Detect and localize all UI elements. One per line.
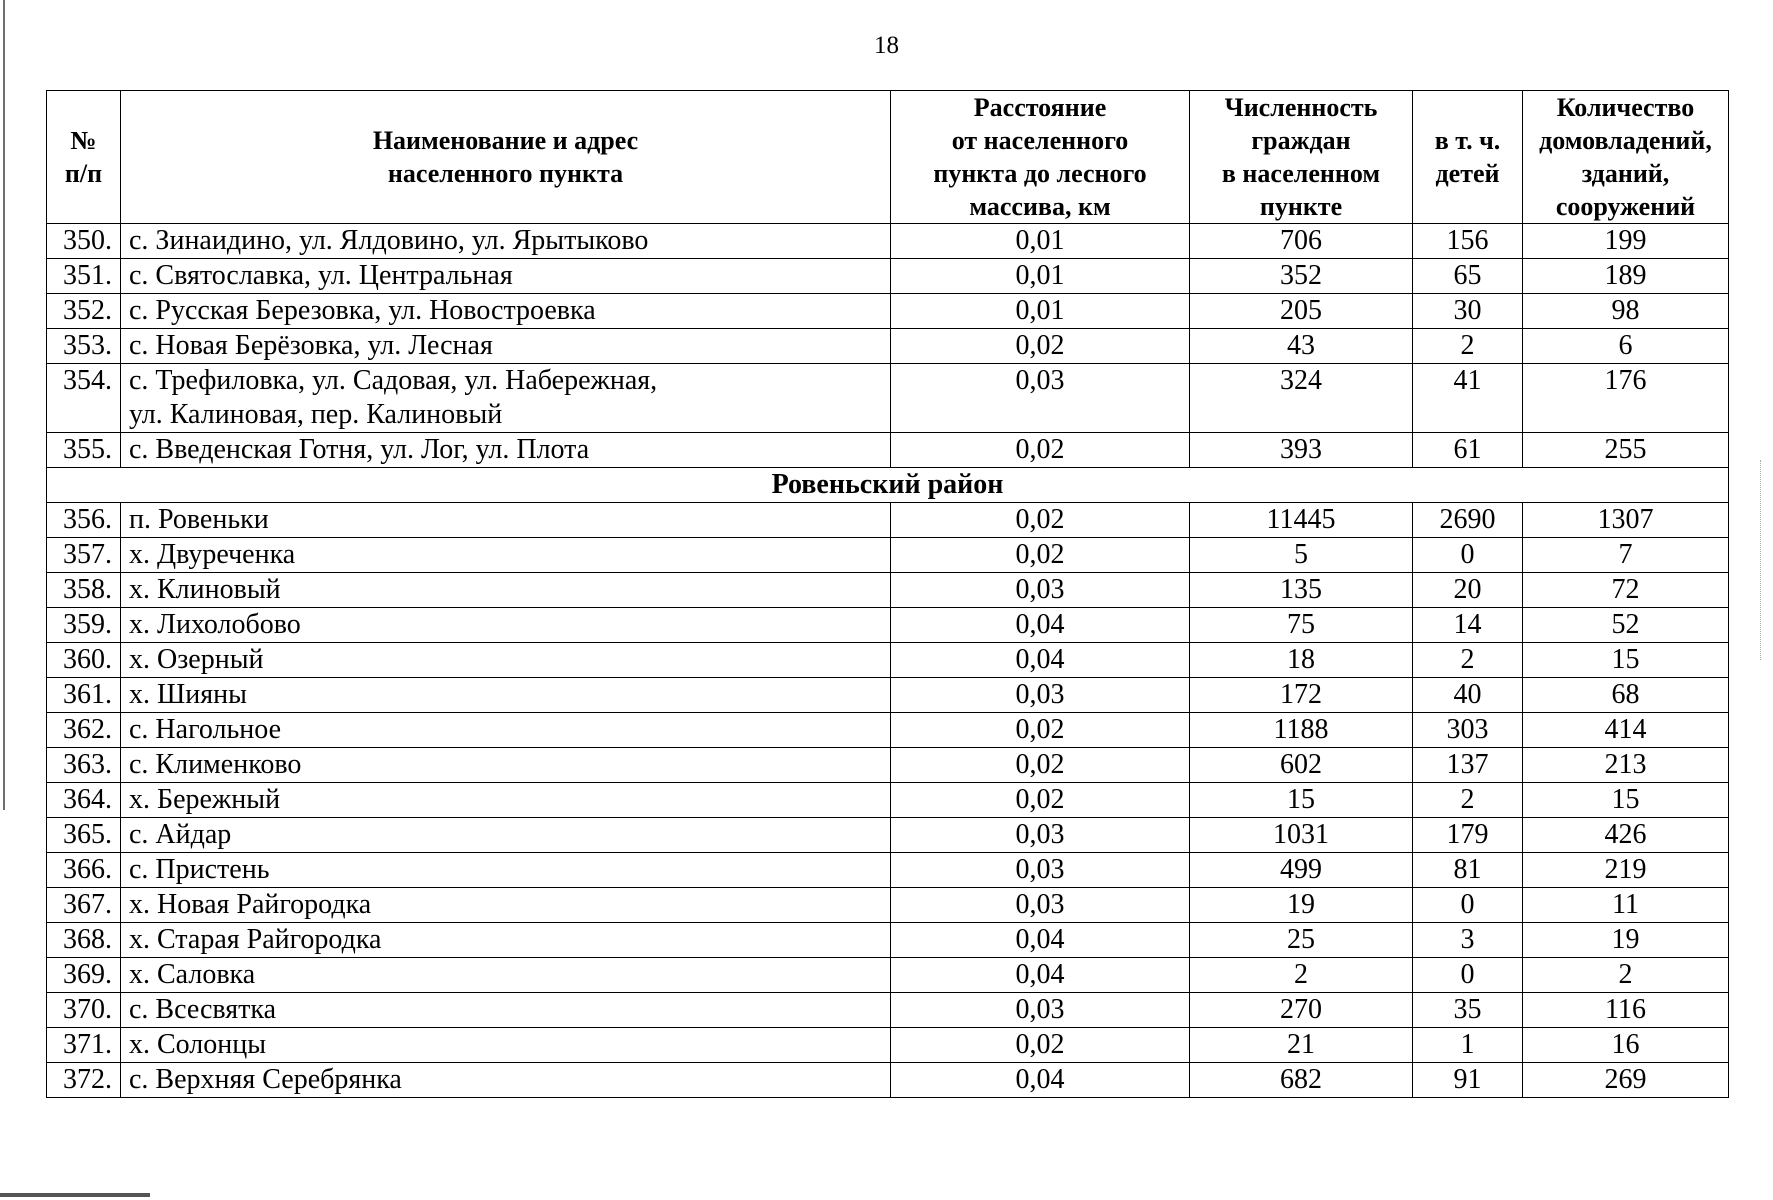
cell-name: с. Пристень [121, 853, 891, 888]
cell-children: 61 [1413, 433, 1523, 468]
cell-num: 360. [47, 643, 121, 678]
cell-children: 65 [1413, 259, 1523, 294]
cell-population: 270 [1190, 993, 1413, 1028]
cell-children: 1 [1413, 1028, 1523, 1063]
cell-buildings: 426 [1523, 818, 1729, 853]
cell-num: 350. [47, 224, 121, 259]
cell-distance: 0,02 [891, 503, 1190, 538]
cell-children: 30 [1413, 294, 1523, 329]
cell-population: 324 [1190, 364, 1413, 433]
cell-distance: 0,04 [891, 958, 1190, 993]
cell-population: 393 [1190, 433, 1413, 468]
cell-num: 369. [47, 958, 121, 993]
cell-distance: 0,04 [891, 923, 1190, 958]
cell-name: х. Лихолобово [121, 608, 891, 643]
table-row [47, 643, 1729, 678]
table-row [47, 329, 1729, 364]
cell-children: 14 [1413, 608, 1523, 643]
cell-population: 18 [1190, 643, 1413, 678]
cell-num: 356. [47, 503, 121, 538]
cell-name: с. Верхняя Серебрянка [121, 1063, 891, 1098]
cell-num: 359. [47, 608, 121, 643]
table-row [47, 538, 1729, 573]
cell-buildings: 6 [1523, 329, 1729, 364]
table-row [47, 958, 1729, 993]
cell-population: 602 [1190, 748, 1413, 783]
cell-num: 371. [47, 1028, 121, 1063]
table-row [47, 853, 1729, 888]
cell-buildings: 176 [1523, 364, 1729, 433]
cell-distance: 0,04 [891, 1063, 1190, 1098]
cell-buildings: 19 [1523, 923, 1729, 958]
cell-population: 1188 [1190, 713, 1413, 748]
scan-left-edge-line [3, 0, 5, 810]
table-header [47, 91, 1729, 224]
cell-buildings: 116 [1523, 993, 1729, 1028]
cell-distance: 0,02 [891, 713, 1190, 748]
table-row [47, 923, 1729, 958]
settlements-table-container [46, 90, 1728, 1098]
cell-name: х. Озерный [121, 643, 891, 678]
cell-name: х. Бережный [121, 783, 891, 818]
cell-num: 358. [47, 573, 121, 608]
cell-distance: 0,03 [891, 888, 1190, 923]
cell-children: 156 [1413, 224, 1523, 259]
scan-bottom-edge-mark [0, 1193, 150, 1197]
cell-children: 41 [1413, 364, 1523, 433]
cell-buildings: 213 [1523, 748, 1729, 783]
cell-children: 137 [1413, 748, 1523, 783]
cell-buildings: 414 [1523, 713, 1729, 748]
cell-children: 179 [1413, 818, 1523, 853]
cell-distance: 0,02 [891, 433, 1190, 468]
cell-num: 370. [47, 993, 121, 1028]
cell-name: с. Клименково [121, 748, 891, 783]
cell-population: 21 [1190, 1028, 1413, 1063]
cell-num: 368. [47, 923, 121, 958]
cell-name: с. Всесвятка [121, 993, 891, 1028]
table-body [47, 224, 1729, 1098]
cell-population: 5 [1190, 538, 1413, 573]
cell-name: п. Ровеньки [121, 503, 891, 538]
table-row [47, 748, 1729, 783]
cell-num: 364. [47, 783, 121, 818]
table-row [47, 224, 1729, 259]
scan-noise-specks [1760, 460, 1769, 660]
cell-distance: 0,02 [891, 538, 1190, 573]
cell-population: 15 [1190, 783, 1413, 818]
cell-distance: 0,03 [891, 573, 1190, 608]
cell-buildings: 98 [1523, 294, 1729, 329]
table-row [47, 1028, 1729, 1063]
cell-num: 367. [47, 888, 121, 923]
table-row [47, 364, 1729, 433]
section-title: Ровеньский район [47, 468, 1729, 503]
cell-num: 351. [47, 259, 121, 294]
cell-name: х. Старая Райгородка [121, 923, 891, 958]
cell-buildings: 2 [1523, 958, 1729, 993]
header-num: № п/п [47, 91, 121, 224]
cell-num: 354. [47, 364, 121, 433]
cell-name: х. Солонцы [121, 1028, 891, 1063]
cell-population: 11445 [1190, 503, 1413, 538]
cell-population: 1031 [1190, 818, 1413, 853]
cell-population: 205 [1190, 294, 1413, 329]
cell-buildings: 15 [1523, 643, 1729, 678]
header-name: Наименование и адрес населенного пункта [121, 91, 891, 224]
cell-name: с. Зинаидино, ул. Ялдовино, ул. Ярытыково [121, 224, 891, 259]
cell-num: 352. [47, 294, 121, 329]
table-row [47, 433, 1729, 468]
table-row [47, 993, 1729, 1028]
table-row [47, 294, 1729, 329]
cell-buildings: 199 [1523, 224, 1729, 259]
cell-children: 2690 [1413, 503, 1523, 538]
cell-distance: 0,04 [891, 643, 1190, 678]
table-row [47, 713, 1729, 748]
cell-population: 135 [1190, 573, 1413, 608]
table-row [47, 259, 1729, 294]
cell-num: 361. [47, 678, 121, 713]
cell-children: 35 [1413, 993, 1523, 1028]
page-number: 18 [874, 32, 899, 59]
cell-distance: 0,02 [891, 329, 1190, 364]
cell-distance: 0,04 [891, 608, 1190, 643]
cell-children: 2 [1413, 783, 1523, 818]
cell-children: 2 [1413, 329, 1523, 364]
cell-name: х. Клиновый [121, 573, 891, 608]
cell-num: 372. [47, 1063, 121, 1098]
cell-distance: 0,02 [891, 748, 1190, 783]
cell-distance: 0,03 [891, 853, 1190, 888]
table-row [47, 783, 1729, 818]
cell-buildings: 1307 [1523, 503, 1729, 538]
cell-name: с. Святославка, ул. Центральная [121, 259, 891, 294]
cell-num: 353. [47, 329, 121, 364]
cell-buildings: 52 [1523, 608, 1729, 643]
cell-name: х. Двуреченка [121, 538, 891, 573]
cell-population: 682 [1190, 1063, 1413, 1098]
header-buildings: Количество домовладений, зданий, сооружений [1523, 91, 1729, 224]
cell-children: 2 [1413, 643, 1523, 678]
header-row [47, 91, 1729, 224]
cell-buildings: 68 [1523, 678, 1729, 713]
cell-num: 357. [47, 538, 121, 573]
cell-buildings: 219 [1523, 853, 1729, 888]
cell-children: 81 [1413, 853, 1523, 888]
cell-buildings: 15 [1523, 783, 1729, 818]
cell-num: 365. [47, 818, 121, 853]
cell-population: 352 [1190, 259, 1413, 294]
cell-distance: 0,01 [891, 259, 1190, 294]
cell-buildings: 72 [1523, 573, 1729, 608]
table-row [47, 1063, 1729, 1098]
header-population: Численность граждан в населенном пункте [1190, 91, 1413, 224]
cell-buildings: 16 [1523, 1028, 1729, 1063]
cell-num: 363. [47, 748, 121, 783]
cell-name: х. Новая Райгородка [121, 888, 891, 923]
cell-distance: 0,03 [891, 678, 1190, 713]
cell-children: 91 [1413, 1063, 1523, 1098]
cell-distance: 0,03 [891, 818, 1190, 853]
cell-population: 43 [1190, 329, 1413, 364]
cell-name: с. Введенская Готня, ул. Лог, ул. Плота [121, 433, 891, 468]
table-row [47, 888, 1729, 923]
table-row [47, 503, 1729, 538]
cell-distance: 0,03 [891, 364, 1190, 433]
cell-children: 3 [1413, 923, 1523, 958]
table-row [47, 678, 1729, 713]
cell-name: с. Айдар [121, 818, 891, 853]
cell-distance: 0,02 [891, 1028, 1190, 1063]
cell-buildings: 7 [1523, 538, 1729, 573]
cell-population: 2 [1190, 958, 1413, 993]
cell-name: с. Русская Березовка, ул. Новостроевка [121, 294, 891, 329]
cell-population: 706 [1190, 224, 1413, 259]
cell-buildings: 11 [1523, 888, 1729, 923]
section-row [47, 468, 1729, 503]
cell-distance: 0,02 [891, 783, 1190, 818]
cell-name: с. Трефиловка, ул. Садовая, ул. Набережная, ул. Калиновая, пер. Калиновый [121, 364, 891, 433]
cell-buildings: 189 [1523, 259, 1729, 294]
table-row [47, 818, 1729, 853]
cell-distance: 0,01 [891, 224, 1190, 259]
cell-buildings: 269 [1523, 1063, 1729, 1098]
cell-num: 355. [47, 433, 121, 468]
cell-children: 0 [1413, 958, 1523, 993]
cell-population: 499 [1190, 853, 1413, 888]
cell-children: 20 [1413, 573, 1523, 608]
table-row [47, 573, 1729, 608]
table-row [47, 608, 1729, 643]
settlements-table [46, 90, 1729, 1098]
cell-name: с. Новая Берёзовка, ул. Лесная [121, 329, 891, 364]
cell-children: 0 [1413, 888, 1523, 923]
cell-buildings: 255 [1523, 433, 1729, 468]
header-distance: Расстояние от населенного пункта до лесного массива, км [891, 91, 1190, 224]
cell-population: 25 [1190, 923, 1413, 958]
cell-children: 303 [1413, 713, 1523, 748]
header-children: в т. ч. детей [1413, 91, 1523, 224]
cell-population: 75 [1190, 608, 1413, 643]
cell-num: 362. [47, 713, 121, 748]
cell-children: 40 [1413, 678, 1523, 713]
cell-name: х. Саловка [121, 958, 891, 993]
cell-population: 19 [1190, 888, 1413, 923]
cell-distance: 0,01 [891, 294, 1190, 329]
cell-name: с. Нагольное [121, 713, 891, 748]
cell-num: 366. [47, 853, 121, 888]
cell-distance: 0,03 [891, 993, 1190, 1028]
cell-population: 172 [1190, 678, 1413, 713]
cell-name: х. Шияны [121, 678, 891, 713]
cell-children: 0 [1413, 538, 1523, 573]
